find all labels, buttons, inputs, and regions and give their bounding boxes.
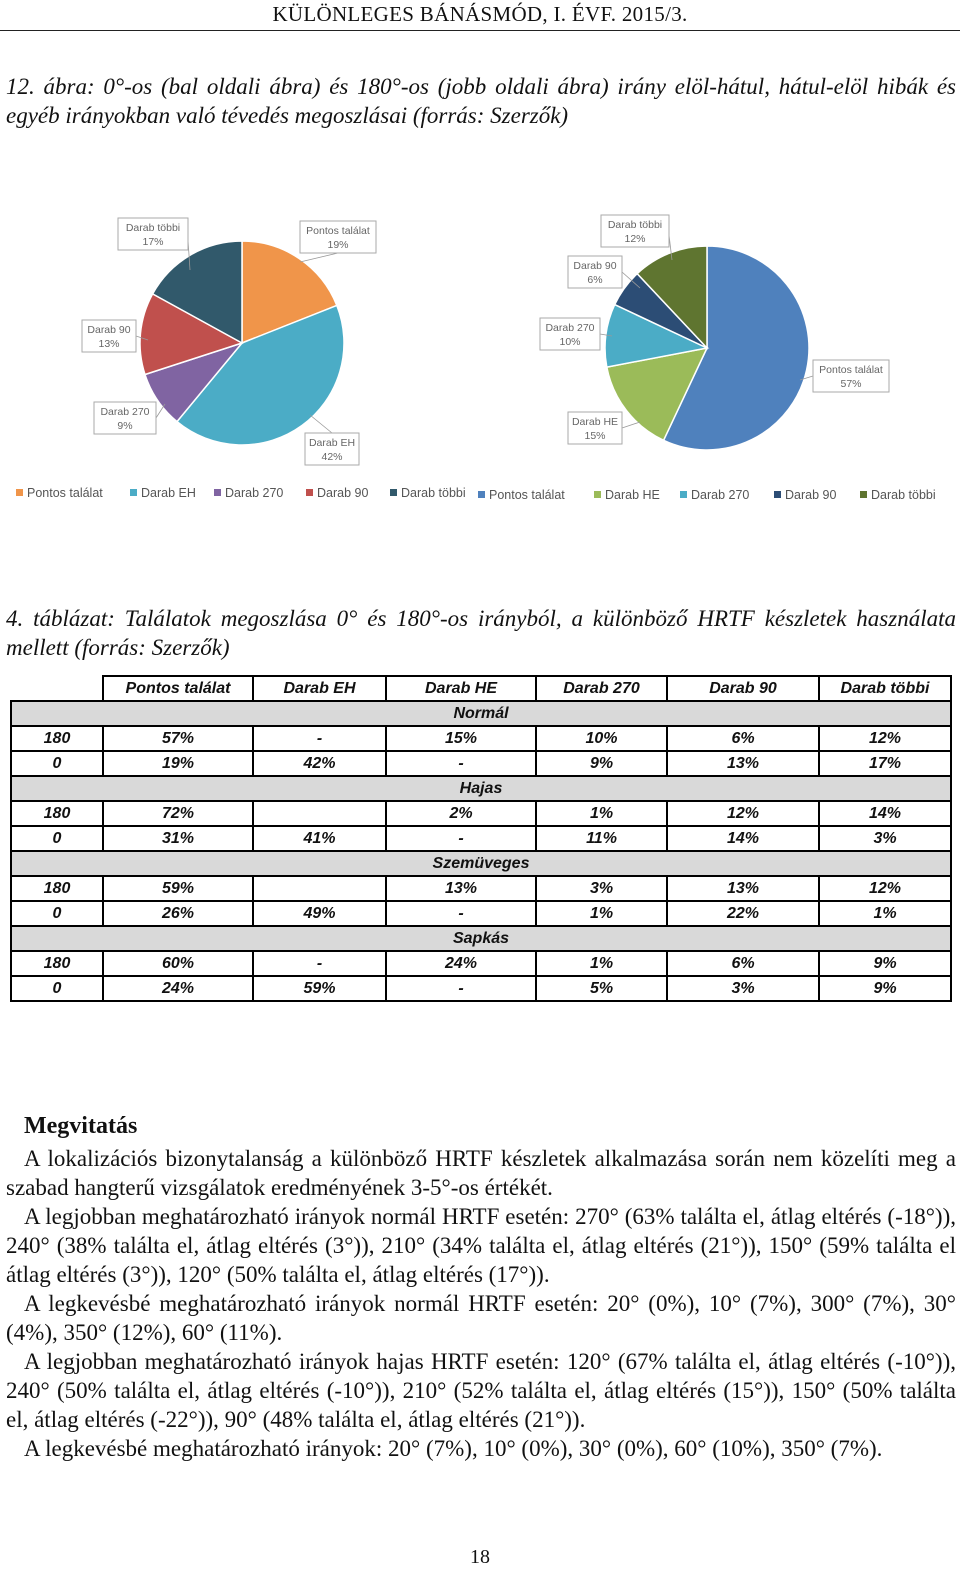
value-cell: - xyxy=(386,751,536,776)
data-label-category: Pontos találat xyxy=(306,225,370,237)
legend-label: Darab többi xyxy=(401,486,466,500)
value-cell: 12% xyxy=(819,876,951,901)
value-cell: 9% xyxy=(536,751,667,776)
value-cell: 2% xyxy=(386,801,536,826)
data-label-category: Darab EH xyxy=(308,437,356,449)
value-cell: 59% xyxy=(253,976,386,1001)
legend-item-darab-90 xyxy=(774,488,836,502)
legend-swatch xyxy=(680,491,687,498)
results-table xyxy=(10,675,952,1002)
value-cell: 3% xyxy=(819,826,951,851)
table-caption: 4. táblázat: Találatok megoszlása 0° és 180°-os irányból, a különböző HRTF készletek használata mellett (forrás: Szerzők) xyxy=(6,606,956,660)
legend-swatch xyxy=(774,491,781,498)
data-label-value: 57% xyxy=(840,378,862,390)
value-cell: - xyxy=(253,726,386,751)
value-cell: 12% xyxy=(819,726,951,751)
legend-label: Darab 90 xyxy=(317,486,369,500)
value-cell: 13% xyxy=(386,876,536,901)
value-cell: 1% xyxy=(536,801,667,826)
data-label-category: Darab HE xyxy=(571,416,619,428)
legend-item-darab-t-bbi xyxy=(390,486,466,500)
direction-cell: 180 xyxy=(11,801,103,826)
legend-label: Darab HE xyxy=(605,488,660,502)
value-cell: - xyxy=(386,976,536,1001)
data-label-value: 15% xyxy=(584,430,606,442)
value-cell: 1% xyxy=(819,901,951,926)
column-header-darab-t-bbi: Darab többi xyxy=(819,676,951,701)
data-label-value: 17% xyxy=(142,236,164,248)
pie-charts xyxy=(0,190,960,480)
legend-item-pontos-tal-lat xyxy=(478,488,565,502)
running-header xyxy=(0,0,960,31)
direction-cell: 180 xyxy=(11,951,103,976)
figure-caption: 12. ábra: 0°-os (bal oldali ábra) és 180°-os (jobb oldali ábra) irány elöl-hátul, hátul-elöl hibák és egyéb irányokban való tévedés megoszlásai (forrás: Szerzők) xyxy=(6,74,956,128)
legend-item-darab-eh xyxy=(130,486,196,500)
group-label: Szemüveges xyxy=(11,851,951,876)
value-cell: 6% xyxy=(667,951,819,976)
group-header-row xyxy=(11,926,951,951)
data-label-value: 19% xyxy=(327,239,349,251)
table-body xyxy=(11,701,951,1001)
discussion-paragraph: A legjobban meghatározható irányok hajas HRTF esetén: 120° (67% találta el, átlag eltérés (-10°)), 240° (50% találta el, átlag eltérés (-10°)), 210° (52% találta el, átlag eltérés (15°)), 150° (50% találta el, átlag eltérés (-22°)), 90° (48% találta el, átlag eltérés (21°)). xyxy=(6,1349,956,1432)
legend-swatch xyxy=(214,489,221,496)
data-label-value: 42% xyxy=(321,451,343,463)
data-label-category: Darab 90 xyxy=(87,324,131,336)
group-label: Sapkás xyxy=(11,926,951,951)
value-cell: 13% xyxy=(667,751,819,776)
group-header-row xyxy=(11,701,951,726)
discussion-paragraph: A legkevésbé meghatározható irányok normál HRTF esetén: 20° (0%), 10° (7%), 300° (7%), 30° (4%), 350° (12%), 60° (11%). xyxy=(6,1291,956,1345)
value-cell: 24% xyxy=(103,976,253,1001)
table-row xyxy=(11,801,951,826)
data-label-value: 6% xyxy=(587,274,603,286)
value-cell: 17% xyxy=(819,751,951,776)
value-cell: 9% xyxy=(819,951,951,976)
direction-cell: 180 xyxy=(11,876,103,901)
value-cell: 26% xyxy=(103,901,253,926)
legend-label: Darab EH xyxy=(141,486,196,500)
value-cell: 3% xyxy=(667,976,819,1001)
pie-chart-left xyxy=(82,218,376,465)
discussion-heading: Megvitatás xyxy=(24,1113,138,1139)
data-label-darab-270 xyxy=(94,402,165,434)
data-label-category: Pontos találat xyxy=(819,364,883,376)
discussion-paragraph: A legjobban meghatározható irányok normál HRTF esetén: 270° (63% találta el, átlag eltérés (-18°)), 240° (38% találta el, átlag eltérés (3°)), 210° (34% találta el, átlag eltérés (21°)), 150° (59% találta el átlag eltérés (3°)), 120° (50% találta el, átlag eltérés (17°)). xyxy=(6,1204,956,1287)
legend-label: Darab 270 xyxy=(691,488,750,502)
value-cell: 12% xyxy=(667,801,819,826)
data-label-category: Darab 90 xyxy=(573,260,617,272)
legend-swatch xyxy=(306,489,313,496)
value-cell: - xyxy=(253,951,386,976)
group-label: Normál xyxy=(11,701,951,726)
data-label-category: Darab többi xyxy=(607,219,663,231)
data-label-value: 13% xyxy=(98,338,120,350)
table-row xyxy=(11,751,951,776)
legend-label: Darab többi xyxy=(871,488,936,502)
value-cell: 42% xyxy=(253,751,386,776)
value-cell: 11% xyxy=(536,826,667,851)
data-label-darab-eh xyxy=(305,415,359,465)
value-cell: 5% xyxy=(536,976,667,1001)
table-row xyxy=(11,876,951,901)
column-header-darab-270: Darab 270 xyxy=(536,676,667,701)
table-row xyxy=(11,976,951,1001)
value-cell: 31% xyxy=(103,826,253,851)
legend-swatch xyxy=(390,489,397,496)
value-cell: 14% xyxy=(667,826,819,851)
group-header-row xyxy=(11,851,951,876)
legend-item-pontos-tal-lat xyxy=(16,486,103,500)
table-row xyxy=(11,901,951,926)
data-label-darab-he xyxy=(568,412,640,444)
table-row xyxy=(11,951,951,976)
value-cell: 9% xyxy=(819,976,951,1001)
value-cell: - xyxy=(386,826,536,851)
direction-cell: 180 xyxy=(11,726,103,751)
running-title: KÜLÖNLEGES BÁNÁSMÓD, I. ÉVF. 2015/3. xyxy=(272,2,688,26)
value-cell: 15% xyxy=(386,726,536,751)
value-cell: 72% xyxy=(103,801,253,826)
legend-item-darab-he xyxy=(594,488,660,502)
data-label-category: Darab 270 xyxy=(100,406,150,418)
value-cell: 13% xyxy=(667,876,819,901)
data-label-value: 12% xyxy=(624,233,646,245)
data-label-category: Darab többi xyxy=(125,222,181,234)
column-header-darab-90: Darab 90 xyxy=(667,676,819,701)
data-label-value: 9% xyxy=(117,420,133,432)
value-cell: 14% xyxy=(819,801,951,826)
legend-right xyxy=(478,488,958,508)
value-cell: 60% xyxy=(103,951,253,976)
value-cell: 1% xyxy=(536,951,667,976)
value-cell xyxy=(253,876,386,901)
value-cell: 24% xyxy=(386,951,536,976)
legend-swatch xyxy=(594,491,601,498)
legend-item-darab-270 xyxy=(680,488,749,502)
data-label-value: 10% xyxy=(559,336,581,348)
column-header-darab-eh: Darab EH xyxy=(253,676,386,701)
pie-chart-right xyxy=(540,215,889,450)
value-cell: 10% xyxy=(536,726,667,751)
table-row xyxy=(11,826,951,851)
data-label-pontos-tal-lat xyxy=(300,221,376,262)
legend-item-darab-t-bbi xyxy=(860,488,936,502)
legend-swatch xyxy=(16,489,23,496)
discussion-paragraph: A legkevésbé meghatározható irányok: 20° (7%), 10° (0%), 30° (0%), 60° (10%), 350° (7%). xyxy=(24,1436,883,1461)
value-cell: 6% xyxy=(667,726,819,751)
legend-item-darab-270 xyxy=(214,486,283,500)
value-cell: 57% xyxy=(103,726,253,751)
value-cell: 22% xyxy=(667,901,819,926)
direction-cell: 0 xyxy=(11,826,103,851)
legend-label: Darab 90 xyxy=(785,488,837,502)
direction-cell: 0 xyxy=(11,751,103,776)
direction-cell: 0 xyxy=(11,901,103,926)
legend-swatch xyxy=(478,491,485,498)
legend-label: Pontos találat xyxy=(27,486,103,500)
table-corner-cell xyxy=(11,676,103,701)
data-label-darab-270 xyxy=(540,318,612,350)
value-cell: 49% xyxy=(253,901,386,926)
value-cell: 1% xyxy=(536,901,667,926)
legend-item-darab-90 xyxy=(306,486,368,500)
direction-cell: 0 xyxy=(11,976,103,1001)
data-label-category: Darab 270 xyxy=(545,322,595,334)
legend-swatch xyxy=(860,491,867,498)
value-cell: 41% xyxy=(253,826,386,851)
group-label: Hajas xyxy=(11,776,951,801)
group-header-row xyxy=(11,776,951,801)
value-cell: - xyxy=(386,901,536,926)
data-label-pontos-tal-lat xyxy=(800,360,889,392)
table-header-row xyxy=(11,676,951,701)
column-header-pontos-tal-lat: Pontos találat xyxy=(103,676,253,701)
discussion-paragraph: A lokalizációs bizonytalanság a különböző HRTF készletek alkalmazása során nem közelíti meg a szabad hangterű vizsgálatok eredményének 3-5°-os értékét. xyxy=(6,1146,956,1200)
value-cell: 19% xyxy=(103,751,253,776)
legend-left xyxy=(16,486,486,506)
legend-label: Darab 270 xyxy=(225,486,284,500)
data-label-darab-90 xyxy=(82,320,148,352)
value-cell: 59% xyxy=(103,876,253,901)
legend-swatch xyxy=(130,489,137,496)
value-cell: 3% xyxy=(536,876,667,901)
page-number: 18 xyxy=(470,1546,490,1568)
column-header-darab-he: Darab HE xyxy=(386,676,536,701)
legend-label: Pontos találat xyxy=(489,488,565,502)
data-label-darab-t-bbi xyxy=(601,215,672,260)
table-row xyxy=(11,726,951,751)
value-cell xyxy=(253,801,386,826)
